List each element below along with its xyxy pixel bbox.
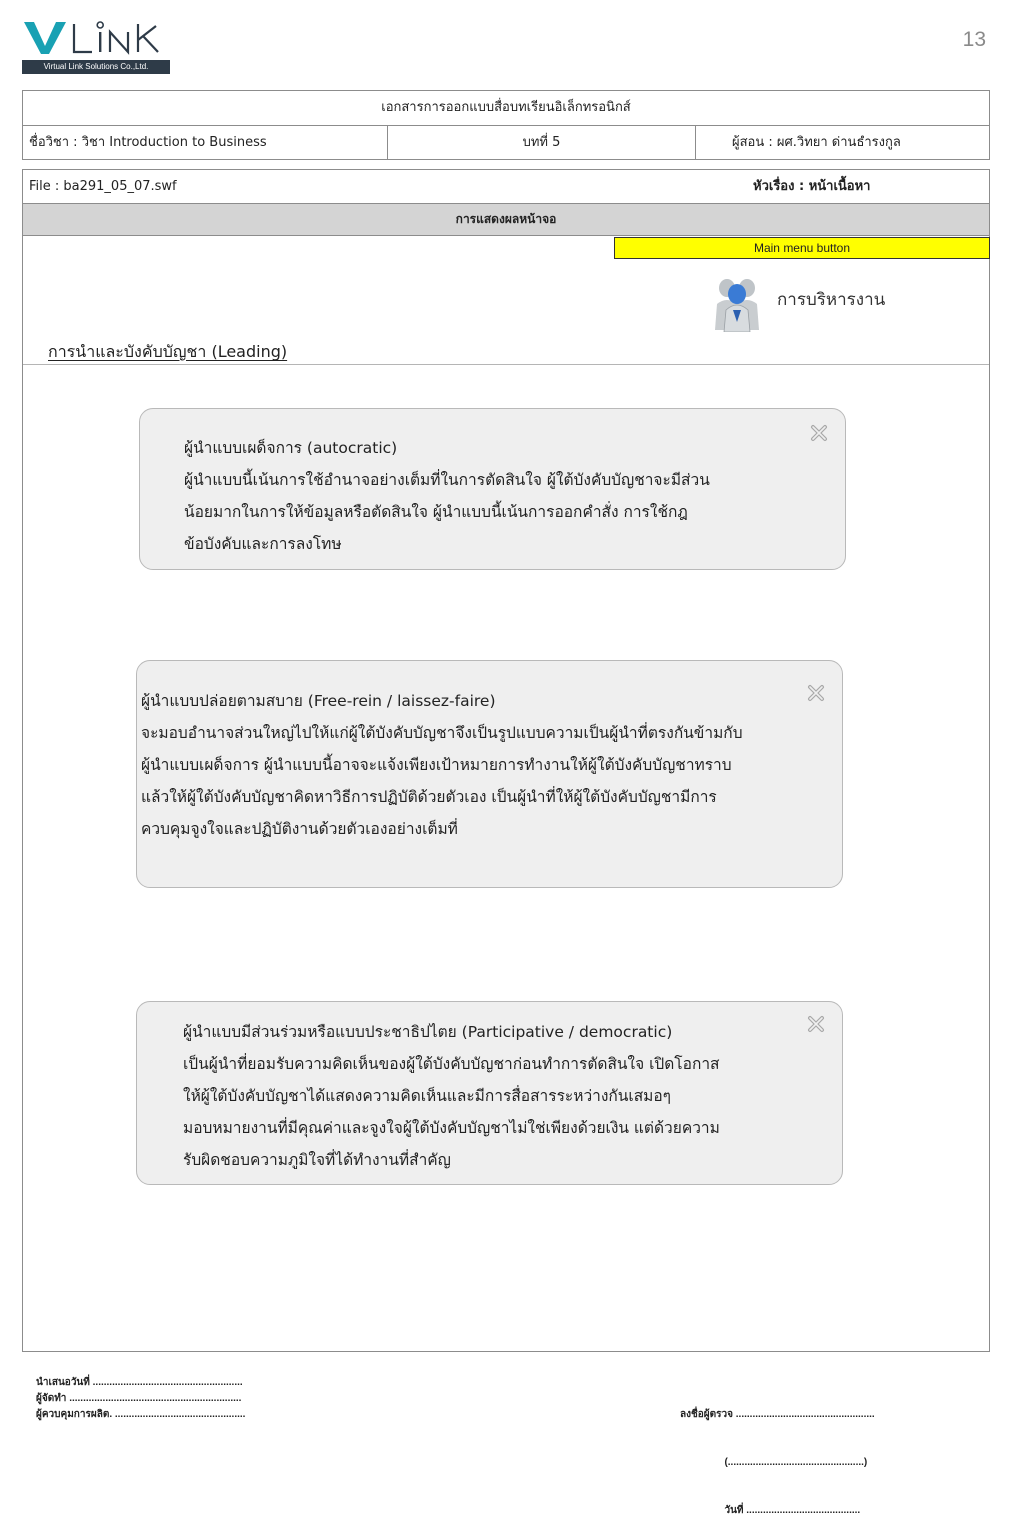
main-menu-button[interactable] — [713, 270, 913, 334]
screen-design-frame — [22, 169, 990, 1352]
instructor-name: ผู้สอน : ผศ.วิทยา ด่านธำรงกูล — [695, 126, 989, 159]
course-name: ชื่อวิชา : วิชา Introduction to Business — [29, 135, 267, 150]
page-number: 13 — [962, 28, 986, 51]
display-section-bar: การแสดงผลหน้าจอ — [23, 203, 989, 236]
card-title: ผู้นำแบบมีส่วนร่วมหรือแบบประชาธิปไตย (Participative / democratic) — [183, 1023, 673, 1041]
card-body: เป็นผู้นำที่ยอมรับความคิดเห็นของผู้ใต้บังคับบัญชาก่อนทำการตัดสินใจ เปิดโอกาส ให้ผู้ใต้บังคับบัญชาได้แสดงความคิดเห็นและมีการสื่อสารระหว่างกันเสมอๆ มอบหมายงานที่มีคุณค่าและจูงใจผู้ใต้บังคับบัญชาไม่ใช่เพียงด้วยเงิน แต่ด้วยความ รับผิดชอบความภูมิใจที่ได้ทำงานที่สำคัญ — [183, 1055, 720, 1169]
footer-reviewer-signature: ลงชื่อผู้ตรวจ .................................................. — [680, 1409, 875, 1420]
footer-review-date: วันที่ ......................................... — [680, 1505, 861, 1516]
document-header-table — [22, 90, 990, 160]
header-title-row — [23, 91, 989, 125]
footer-production-supervisor: ผู้ควบคุมการผลิต. ............................................... — [36, 1409, 246, 1420]
footer-author: ผู้จัดทำ .............................................................. — [36, 1393, 242, 1404]
chapter-number: บทที่ 5 — [387, 126, 695, 159]
section-title: การนำและบังคับบัญชา (Leading) — [48, 342, 288, 361]
close-icon[interactable] — [809, 423, 829, 443]
leadership-card-autocratic — [139, 408, 846, 570]
footer-right — [680, 1375, 875, 1535]
main-menu-button-annotation: Main menu button — [614, 237, 990, 259]
document-title: เอกสารการออกแบบสื่อบทเรียนอิเล็กทรอนิกส์ — [381, 100, 631, 115]
close-icon[interactable] — [806, 1014, 826, 1034]
logo-wordmark — [22, 16, 172, 56]
close-icon[interactable] — [806, 683, 826, 703]
topic-label: หัวเรื่อง : หน้าเนื้อหา — [753, 179, 871, 194]
leadership-card-free-rein — [136, 660, 843, 888]
vlink-logo — [22, 16, 172, 76]
card-title: ผู้นำแบบเผด็จการ (autocratic) — [184, 439, 398, 457]
footer-reviewer-name: (.................................................) — [680, 1457, 868, 1468]
main-menu-button-label: การบริหารงาน — [777, 290, 886, 310]
header-info-row — [23, 125, 989, 159]
file-name: File : ba291_05_07.swf — [29, 179, 177, 194]
file-row — [23, 170, 989, 203]
logo-tagline: Virtual Link Solutions Co.,Ltd. — [22, 60, 170, 74]
card-body: ผู้นำแบบนี้เน้นการใช้อำนาจอย่างเต็มที่ในการตัดสินใจ ผู้ใต้บังคับบัญชาจะมีส่วน น้อยมากในการให้ข้อมูลหรือตัดสินใจ ผู้นำแบบนี้เน้นการออกคำสั่ง การใช้กฎ ข้อบังคับและการลงโทษ — [184, 471, 710, 553]
footer-left — [36, 1375, 245, 1423]
people-group-icon — [713, 270, 761, 332]
card-body: จะมอบอำนาจส่วนใหญ่ไปให้แก่ผู้ใต้บังคับบัญชาจึงเป็นรูปแบบความเป็นผู้นำที่ตรงกันข้ามกับ ผู้นำแบบเผด็จการ ผู้นำแบบนี้อาจจะแจ้งเพียงเป้าหมายการทำงานให้ผู้ใต้บังคับบัญชาทราบ แล้วให้ผู้ใต้บังคับบัญชาคิดหาวิธีการปฏิบัติด้วยตัวเอง เป็นผู้นำที่ให้ผู้ใต้บังคับบัญชามีการ ควบคุมจูงใจและปฏิบัติงานด้วยตัวเองอย่างเต็มที่ — [141, 724, 743, 838]
card-title: ผู้นำแบบปล่อยตามสบาย (Free-rein / laissez-faire) — [141, 692, 496, 710]
section-divider — [23, 364, 989, 365]
footer-presented-date: นำเสนอวันที่ ...................................................... — [36, 1377, 243, 1388]
leadership-card-participative — [136, 1001, 843, 1185]
